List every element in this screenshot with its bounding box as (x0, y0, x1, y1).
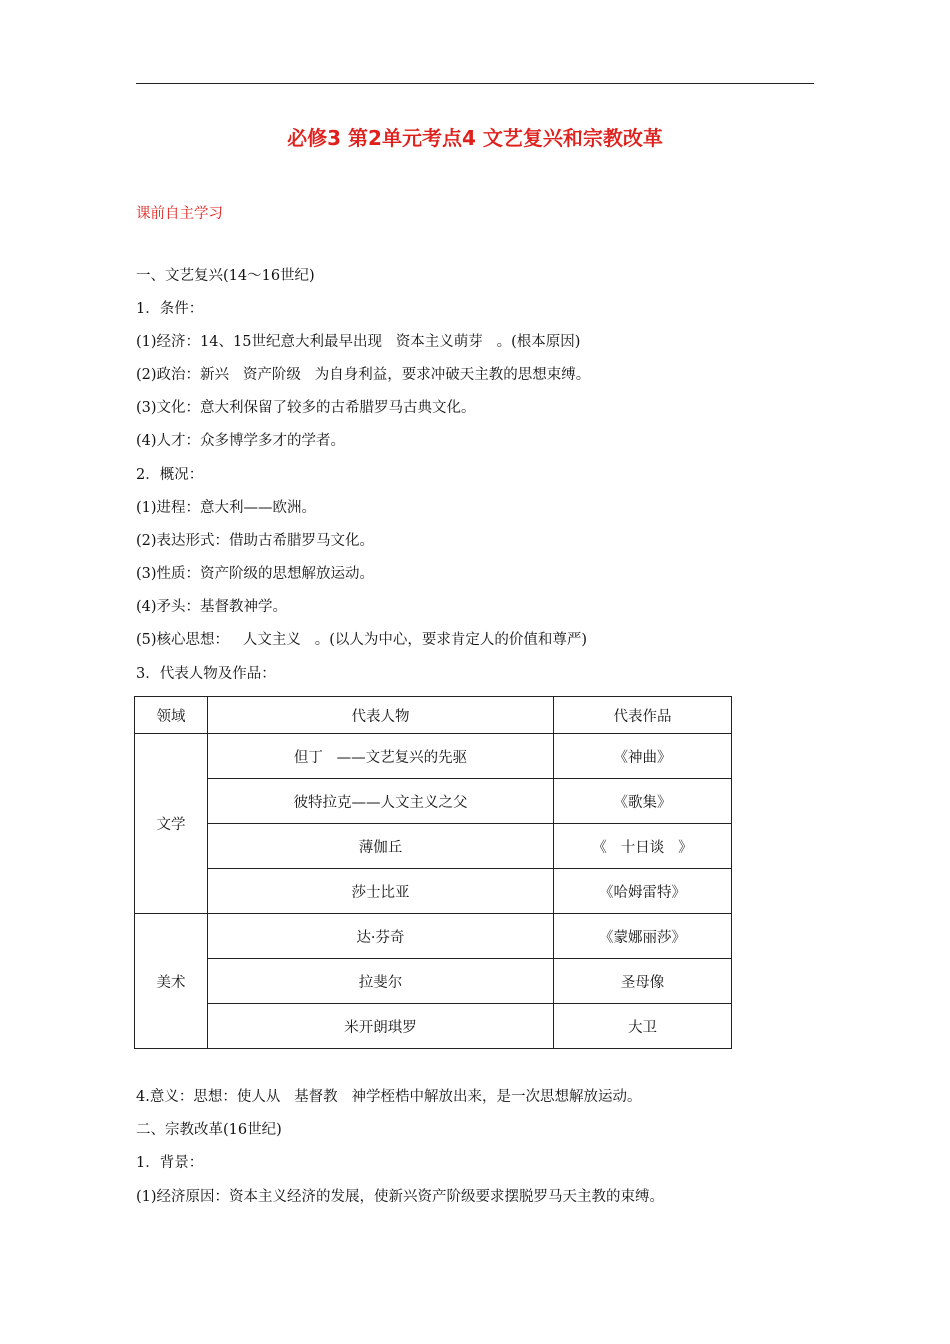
field-cell: 美术 (135, 914, 208, 1049)
representatives-table (134, 696, 732, 1049)
table-row (135, 1004, 732, 1049)
text-line: 1．背景： (136, 1155, 204, 1171)
person-cell: 达·芬奇 (208, 914, 554, 959)
work-cell: 《歌集》 (554, 779, 732, 824)
text-line: (2)表达形式：借助古希腊罗马文化。 (136, 533, 375, 549)
table-header-row (135, 697, 732, 734)
text-line: (5)核心思想： 人文主义 。(以人为中心，要求肯定人的价值和尊严) (136, 632, 588, 648)
header-rule (136, 83, 814, 84)
text-line: (2)政治：新兴 资产阶级 为自身利益，要求冲破天主教的思想束缚。 (136, 367, 591, 383)
text-line: 4.意义：思想：使人从 基督教 神学桎梏中解放出来，是一次思想解放运动。 (136, 1089, 642, 1105)
work-cell: 大卫 (554, 1004, 732, 1049)
text-line: (1)进程：意大利——欧洲。 (136, 500, 317, 516)
table-row (135, 779, 732, 824)
section-label: 课前自主学习 (136, 206, 223, 222)
text-line: (3)性质：资产阶级的思想解放运动。 (136, 566, 375, 582)
table-row (135, 734, 732, 779)
work-cell: 《 十日谈 》 (554, 824, 732, 869)
text-line: (4)矛头：基督教神学。 (136, 599, 288, 615)
table-row (135, 959, 732, 1004)
field-cell: 文学 (135, 734, 208, 914)
person-cell: 但丁 ——文艺复兴的先驱 (208, 734, 554, 779)
person-cell: 彼特拉克——人文主义之父 (208, 779, 554, 824)
table-header: 代表作品 (554, 697, 732, 734)
page-title: 必修3 第2单元考点4 文艺复兴和宗教改革 (287, 126, 663, 150)
table-row (135, 914, 732, 959)
work-cell: 《哈姆雷特》 (554, 869, 732, 914)
text-line: (4)人才：众多博学多才的学者。 (136, 433, 346, 449)
work-cell: 《神曲》 (554, 734, 732, 779)
text-line: (3)文化：意大利保留了较多的古希腊罗马古典文化。 (136, 400, 476, 416)
text-line: 一、文艺复兴(14～16世纪) (136, 268, 315, 284)
work-cell: 圣母像 (554, 959, 732, 1004)
work-cell: 《蒙娜丽莎》 (554, 914, 732, 959)
text-line: 2．概况： (136, 467, 204, 483)
person-cell: 拉斐尔 (208, 959, 554, 1004)
text-line: 二、宗教改革(16世纪) (136, 1122, 282, 1138)
person-cell: 薄伽丘 (208, 824, 554, 869)
person-cell: 莎士比亚 (208, 869, 554, 914)
table-row (135, 824, 732, 869)
table-header: 代表人物 (208, 697, 554, 734)
text-line: (1)经济原因：资本主义经济的发展，使新兴资产阶级要求摆脱罗马天主教的束缚。 (136, 1189, 665, 1205)
text-line: (1)经济：14、15世纪意大利最早出现 资本主义萌芽 。(根本原因) (136, 334, 581, 350)
text-line: 3．代表人物及作品： (136, 666, 276, 682)
table-row (135, 869, 732, 914)
text-line: 1．条件： (136, 301, 204, 317)
person-cell: 米开朗琪罗 (208, 1004, 554, 1049)
table-header: 领域 (135, 697, 208, 734)
